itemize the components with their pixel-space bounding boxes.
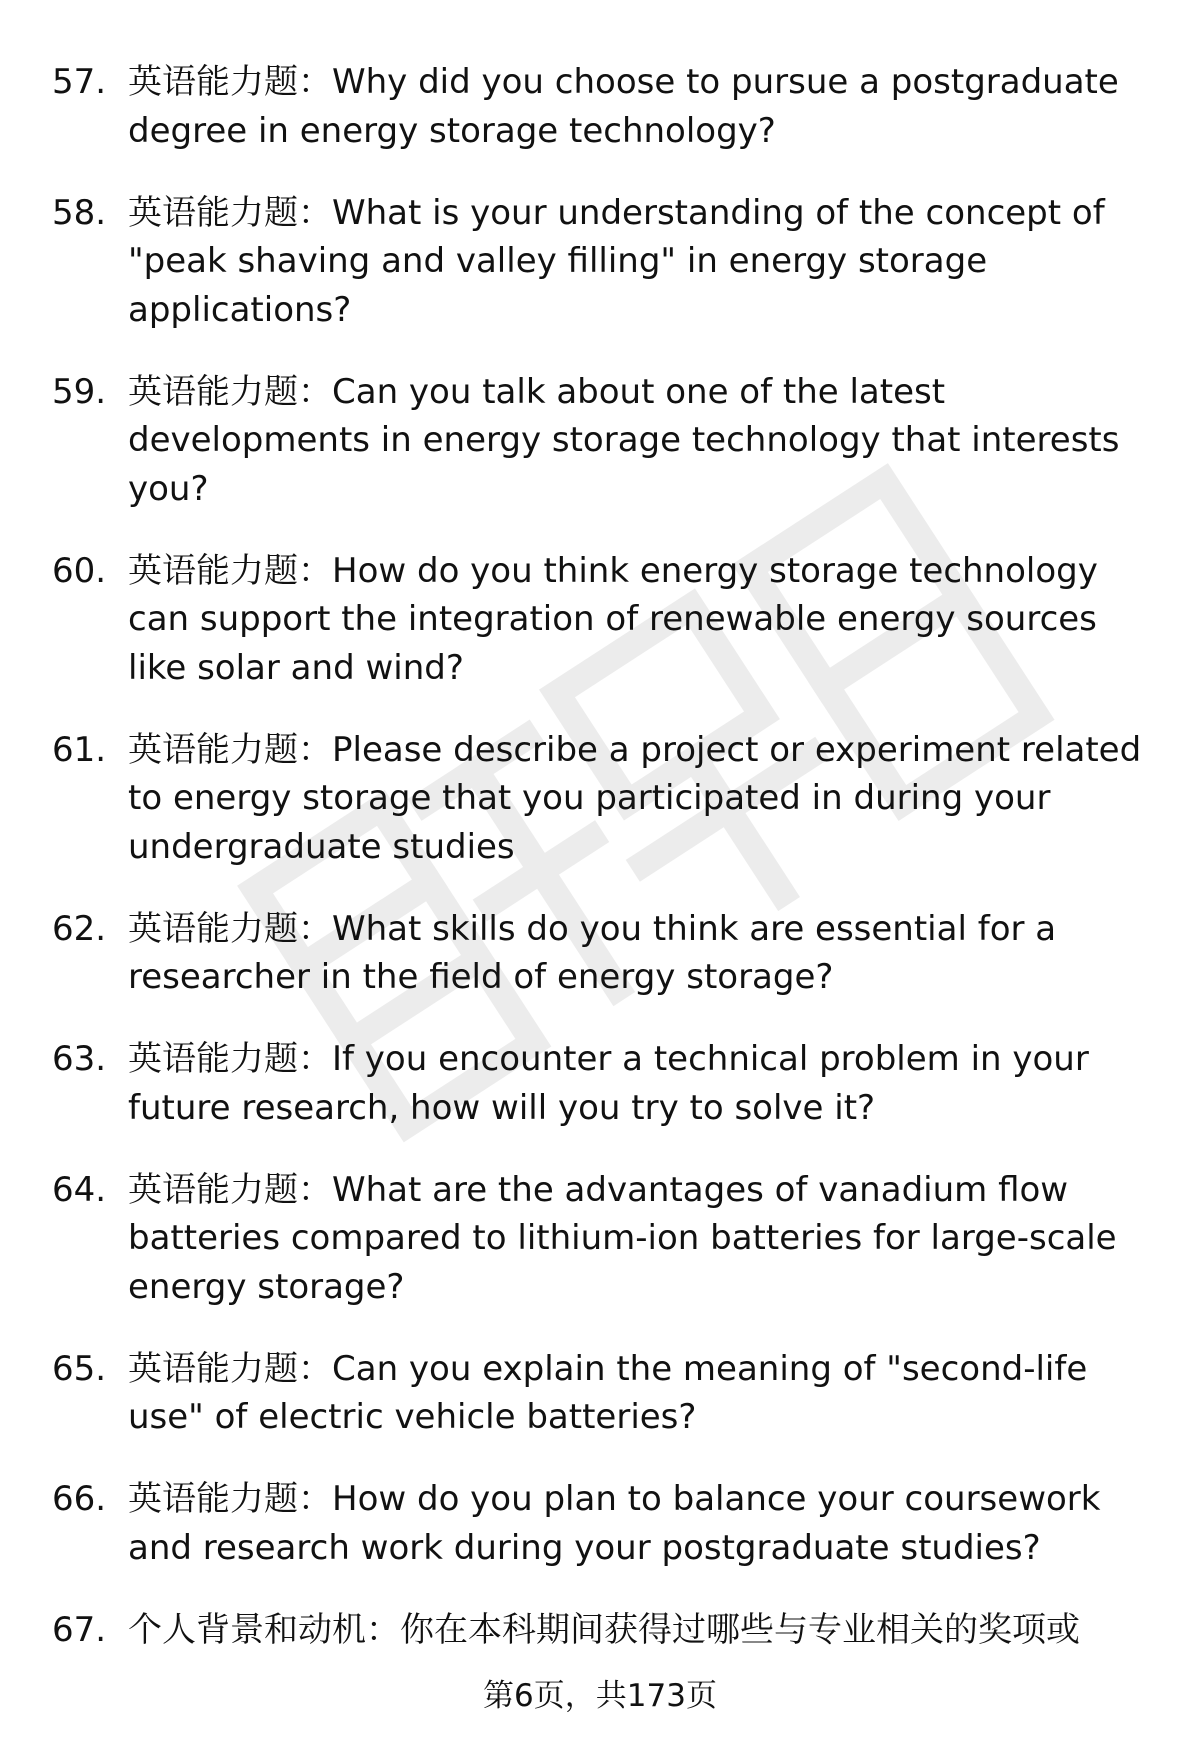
- question-text: Please describe a project or experiment related to energy storage that you participated in during your undergraduate studies: [128, 729, 1142, 867]
- question-body: [128, 1345, 1162, 1442]
- question-text: 你在本科期间获得过哪些与专业相关的奖项或: [400, 1609, 1080, 1650]
- question-body: [128, 1166, 1162, 1312]
- question-item: [52, 1475, 1162, 1572]
- question-text: How do you think energy storage technology can support the integration of renewable energy sources like solar and wind?: [128, 550, 1098, 688]
- question-text: What are the advantages of vanadium flow batteries compared to lithium-ion batteries for large-scale energy storage?: [128, 1169, 1117, 1307]
- question-body: [128, 368, 1162, 514]
- question-number: 63.: [52, 1039, 107, 1079]
- question-body: [128, 726, 1162, 872]
- question-number: 64.: [52, 1169, 107, 1210]
- question-body: [128, 189, 1162, 335]
- question-category: 英语能力题：: [128, 192, 332, 233]
- question-number: 62.: [52, 908, 107, 949]
- question-text: Can you explain the meaning of "second-life use" of electric vehicle batteries?: [128, 1348, 1088, 1437]
- question-category: 英语能力题：: [128, 550, 332, 591]
- question-number: 58.: [52, 192, 107, 233]
- question-text: What skills do you think are essential for a researcher in the field of energy storage?: [128, 908, 1057, 997]
- question-item: [52, 1606, 1162, 1655]
- question-text: Why did you choose to pursue a postgraduate degree in energy storage technology?: [128, 62, 1119, 151]
- question-item: [52, 547, 1162, 693]
- question-category: 英语能力题：: [128, 1169, 332, 1210]
- question-number: 60.: [52, 550, 107, 591]
- question-item: [52, 905, 1162, 1002]
- question-body: [128, 905, 1162, 1002]
- question-item: [52, 189, 1162, 335]
- question-category: 个人背景和动机：: [128, 1609, 400, 1650]
- question-text: What is your understanding of the concept of "peak shaving and valley filling" in energy storage applications?: [128, 192, 1105, 330]
- question-item: [52, 1166, 1162, 1312]
- question-number: 61.: [52, 729, 107, 770]
- question-body: [128, 1035, 1162, 1132]
- question-category: 英语能力题：: [128, 908, 332, 949]
- question-item: [52, 1035, 1162, 1132]
- question-category: 英语能力题：: [128, 1348, 332, 1389]
- question-body: [128, 58, 1162, 155]
- question-number: 59.: [52, 371, 107, 412]
- question-item: [52, 726, 1162, 872]
- question-body: [128, 1475, 1162, 1572]
- question-number: 67.: [52, 1609, 107, 1650]
- question-body: [128, 1606, 1162, 1655]
- question-category: 英语能力题：: [128, 371, 332, 412]
- question-body: [128, 547, 1162, 693]
- question-text: How do you plan to balance your coursework and research work during your postgraduate studies?: [128, 1479, 1101, 1568]
- question-text: Can you talk about one of the latest developments in energy storage technology that interests you?: [128, 371, 1120, 509]
- question-number: 65.: [52, 1348, 107, 1389]
- question-number: 66.: [52, 1479, 107, 1519]
- question-number: 57.: [52, 62, 107, 102]
- page-number-footer: 第6页，共173页: [483, 1678, 717, 1714]
- question-list: [52, 58, 1162, 1688]
- question-text: If you encounter a technical problem in your future research, how will you try to solve it?: [128, 1039, 1089, 1128]
- question-category: 英语能力题：: [128, 62, 332, 102]
- question-item: [52, 1345, 1162, 1442]
- question-category: 英语能力题：: [128, 1479, 332, 1519]
- question-category: 英语能力题：: [128, 729, 332, 770]
- question-item: [52, 58, 1162, 155]
- question-category: 英语能力题：: [128, 1039, 332, 1079]
- question-item: [52, 368, 1162, 514]
